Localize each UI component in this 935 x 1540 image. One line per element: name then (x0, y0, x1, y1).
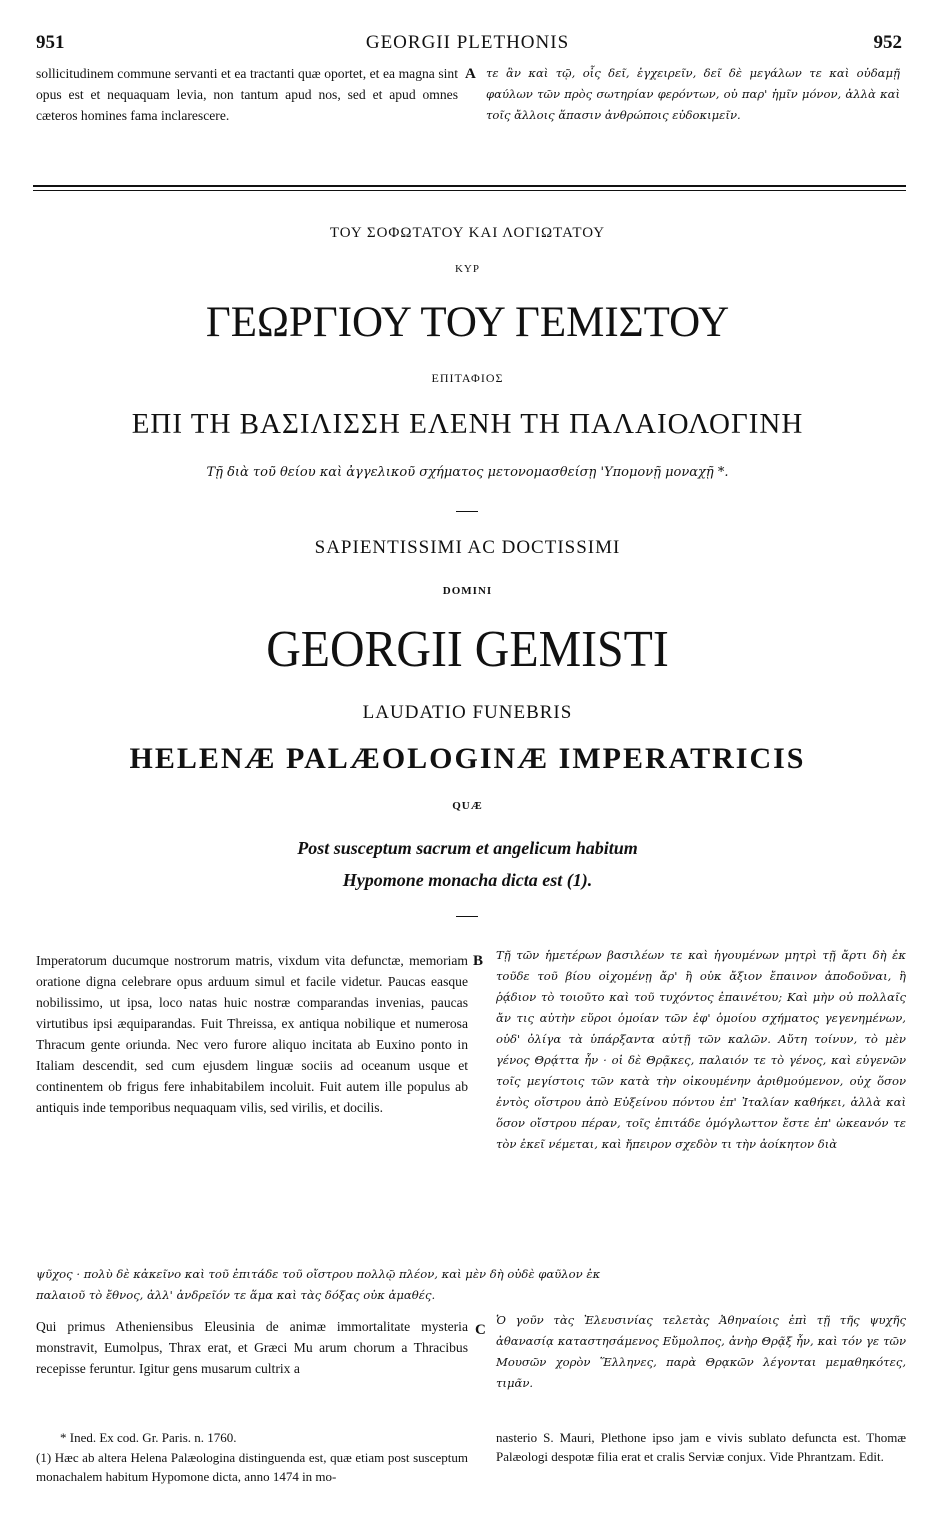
short-rule-1 (456, 511, 478, 512)
latin-title-line-3: LAUDATIO FUNEBRIS (362, 702, 573, 723)
greek-full-width-line-2: παλαιοῦ τὸ ἔθνος, ἀλλ' ἀνδρεῖόν τε ἅμα καὶ τὰς δόξας οὐκ ἀμαθές. (36, 1288, 436, 1302)
greek-paragraph-2: Ὁ γοῦν τὰς Ἐλευσινίας τελετὰς Ἀθηναίοις ἐπὶ τῇ τῆς ψυχῆς ἀθανασίᾳ καταστησάμενος Εὔμολπος, ἀνὴρ Θρᾷξ ἦν, καὶ τόν γε τῶν Μουσῶν χορὸν Ἕλληνες, παρὰ Θρᾳκῶν λέγονται μεμαθηκότες, τιμᾶν. (496, 1313, 906, 1390)
latin-paragraph-1: Imperatorum ducumque nostrorum matris, vixdum vita defunctæ, memoriam oratione digna celebrare opus arduum simul et facile videtur. Paucas easque nobilissimo, ut ipsa, loco natas huic nostræ comparandas invenias, paucas virtutibus ipsi æquiparandas. Fuit Threissa, ex antiqua nobilique et numerosa Thracum gente oriunda. Nec vero furore aliquo incitata ab Euxino ponto in Italiam descendit, sed cum ejusdem linguæ sociis ad oceanum usque et continentem ob frigus fere inhabitabilem incoluit. Fuit autem ille populus ab antiquis inde temporibus nequaquam vilis, sed virilis, et docilis. (36, 953, 468, 1115)
latin-title-line-5: QUÆ (452, 800, 483, 812)
footnote-continuation: nasterio S. Mauri, Plethone ipso jam e vivis sublato defuncta est. Thomæ Palæologi despotæ filia erat et cralis Serviæ conjux. Vide Phrantzam. Edit. (496, 1430, 906, 1464)
running-title: GEORGII PLETHONIS (365, 32, 570, 53)
latin-author-name: GEORGII GEMISTI (266, 621, 669, 678)
footnote-1: (1) Hæc ab altera Helena Palæologina distinguenda est, quæ etiam post susceptum monachalem habitum Hypomone dicta, anno 1474 in mo- (36, 1450, 468, 1484)
greek-full-width-line-1: ψῦχος · πολὺ δὲ κἀκεῖνο καὶ τοῦ ἐπιτάδε τοῦ οἴστρου πολλῷ πλέον, καὶ μὲν δὴ οὐδὲ φαῦλον ἐκ (36, 1267, 601, 1281)
latin-title-line-7: Hypomone monacha dicta est (1). (342, 870, 593, 890)
greek-title-line-3: ΕΠΙΤΑΦΙΟΣ (431, 371, 504, 385)
greek-paragraph-1: Τῇ τῶν ἡμετέρων βασιλέων τε καὶ ἡγουμένων μητρὶ τῇ ἄρτι δὴ ἐκ τοῦδε τοῦ βίου οἰχομένῃ ἄρ' ἢ οὐκ ἄξιον ἔπαινον ἀποδοῦναι, ἢ ῥᾴδιον τὸ τοιοῦτο καὶ τοῦ τυχόντος ἐπαινέτου; Καὶ μὴν οὐ πολλαῖς ἄν τις αὐτὴν εὕροι ὁμοίαν τῶν ἐφ' ὁμοίου σχήματος γεγενημένων, οὐδ' ὀλίγα τὰ ὑπάρξαντα αὐτῇ τῶν καλῶν. Αὕτη τοίνυν, τὸ μὲν γένος Θρᾴττα ἦν · οἱ δὲ Θρᾷκες, παλαιόν τε τὸ γένος, καὶ εὐγενῶν τοῖς μεγίστοις τῶν κατὰ τὴν οἰκουμένην ἀριθμούμενον, οὐχ ὅσον ἐντὸς οἴστρου ἀπὸ Εὐξείνου πόντου ἐπ' Ἰταλίαν καθήκει, ἀλλὰ καὶ ὅσον οἴστρου πέραν, τοῖς ἐπιτάδε ὁμόγλωττον ἔστε ἐπ' ὠκεανόν τε τὸν ἐκεῖ νέμεται, καὶ ἤπειρον σχεδὸν τι τὴν ἀοίκητον διὰ (496, 948, 906, 1151)
page-number-left: 951 (36, 32, 65, 53)
top-latin-text: sollicitudinem commune servanti et ea tractanti quæ oportet, et ea magna sint opus est et nequaquam levia, non tantum apud nos, sed et apud omnes cæteros homines fama inclarescere. (36, 66, 458, 123)
greek-author-name: ΓΕΩΡΓΙΟΥ ΤΟΥ ΓΕΜΙΣΤΟΥ (205, 299, 730, 346)
short-rule-2 (456, 916, 478, 917)
greek-title-line-4: ΕΠΙ ΤΗ ΒΑΣΙΛΙΣΣΗ ΕΛΕΝΗ ΤΗ ΠΑΛΑΙΟΛΟΓΙΝΗ (131, 408, 804, 440)
latin-paragraph-2: Qui primus Atheniensibus Eleusinia de animæ immortalitate mysteria monstravit, Eumolpus, Thrax erat, et Græci Mu arum chorum a Thracibus recepisse feruntur. Igitur gens musarum cultrix a (36, 1319, 468, 1376)
greek-title-line-1: ΤΟΥ ΣΟΦΩΤΑΤΟΥ ΚΑΙ ΛΟΓΙΩΤΑΤΟΥ (329, 225, 606, 241)
latin-title-line-2: DOMINI (442, 585, 493, 597)
page-number-right: 952 (873, 32, 902, 53)
divider-rule (33, 185, 906, 187)
top-greek-text: τε ἂν καὶ τῷ, οἷς δεῖ, ἐγχειρεῖν, δεῖ δὲ μεγάλων τε καὶ οὐδαμῇ φαύλων τῶν πρὸς σωτηρίαν φερόντων, οὐ παρ' ἡμῖν μόνον, ἀλλὰ καὶ τοῖς ἄλλοις ἅπασιν ἀνθρώποις εὐδοκιμεῖν. (486, 66, 900, 122)
column-marker-c: C (475, 1322, 486, 1338)
greek-subtitle: Τῇ διὰ τοῦ θείου καὶ ἀγγελικοῦ σχήματος μετονομασθείσῃ 'Υπομονῇ μοναχῇ *. (206, 465, 729, 480)
divider-rule-thin (33, 190, 906, 191)
column-marker-b: B (473, 953, 484, 969)
latin-title-line-1: SAPIENTISSIMI AC DOCTISSIMI (314, 537, 621, 558)
latin-title-line-4: HELENÆ PALÆOLOGINÆ IMPERATRICIS (129, 742, 806, 775)
latin-title-line-6: Post susceptum sacrum et angelicum habitum (297, 838, 638, 858)
greek-title-line-2: ΚΥΡ (454, 263, 480, 275)
column-marker-a: A (465, 66, 476, 82)
footnote-star: * Ined. Ex cod. Gr. Paris. n. 1760. (60, 1430, 237, 1445)
